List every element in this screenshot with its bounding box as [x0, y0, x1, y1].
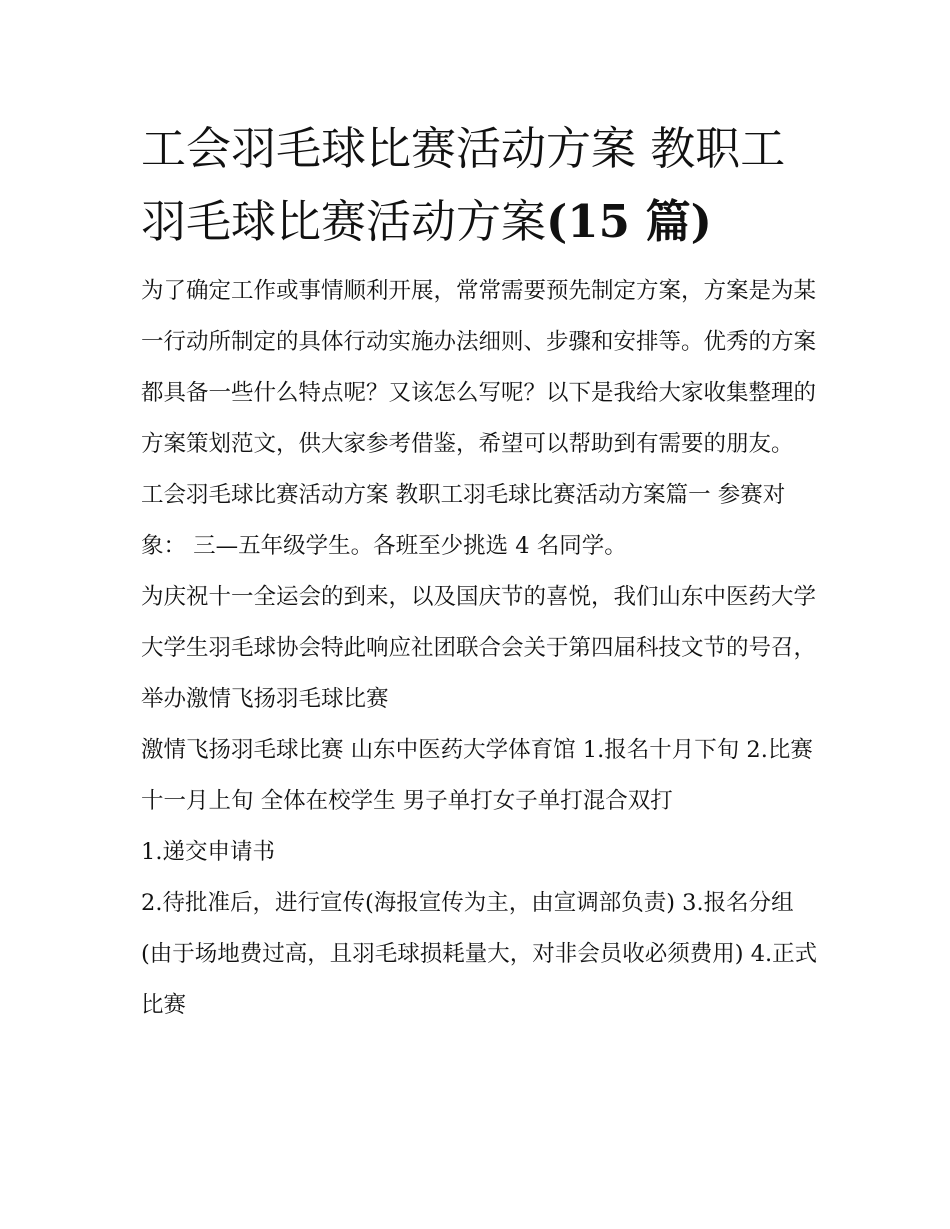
paragraph-schedule: 激情飞扬羽毛球比赛 山东中医药大学体育馆 1.报名十月下旬 2.比赛十一月上旬 全体在校学生 男子单打女子单打混合双打: [141, 737, 813, 814]
paragraph-intro: 为了确定工作或事情顺利开展，常常需要预先制定方案，方案是为某一行动所制定的具体行动实施办法细则、步骤和安排等。优秀的方案都具备一些什么特点呢？又该怎么写呢？以下是我给大家收集整理的方案策划范文，供大家参考借鉴，希望可以帮助到有需要的朋友。: [141, 278, 817, 457]
paragraph-background: 为庆祝十一全运会的到来，以及国庆节的喜悦，我们山东中医药大学大学生羽毛球协会特此响应社团联合会关于第四届科技文节的号召，举办激情飞扬羽毛球比赛: [141, 584, 817, 712]
document-title: [141, 112, 821, 258]
document-body: [141, 112, 821, 1031]
title-count: (15 篇): [546, 195, 712, 248]
paragraph-step-1: 1.递交申请书: [141, 839, 275, 865]
paragraph-participants: 工会羽毛球比赛活动方案 教职工羽毛球比赛活动方案篇一 参赛对象： 三—五年级学生。各班至少挑选 4 名同学。: [141, 482, 786, 559]
paragraph-steps-2-4: 2.待批准后，进行宣传(海报宣传为主，由宣调部负责) 3.报名分组(由于场地费过高，且羽毛球损耗量大，对非会员收必须费用) 4.正式比赛: [141, 890, 818, 1018]
title-text: 工会羽毛球比赛活动方案 教职工羽毛球比赛活动方案: [141, 122, 786, 248]
